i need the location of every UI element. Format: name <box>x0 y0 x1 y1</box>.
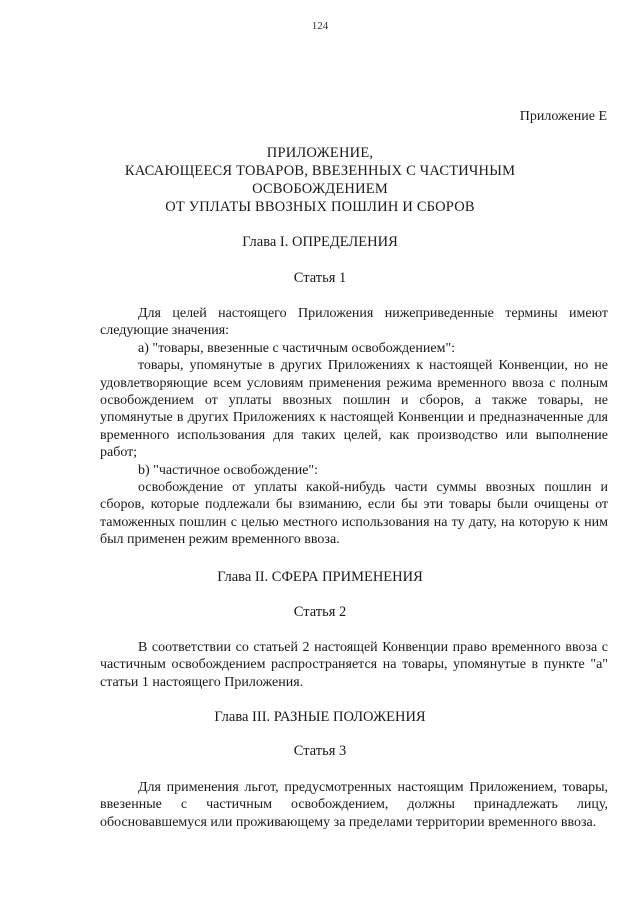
chapter-3-heading: Глава III. РАЗНЫЕ ПОЛОЖЕНИЯ <box>214 709 426 725</box>
title-line-2: КАСАЮЩЕЕСЯ ТОВАРОВ, ВВЕЗЕННЫХ С ЧАСТИЧНЫМ <box>124 163 516 179</box>
page-number: 124 <box>311 20 329 32</box>
annex-label: Приложение Е <box>519 109 607 124</box>
article-3-body <box>100 779 608 831</box>
article-2-heading: Статья 2 <box>293 604 347 620</box>
document-title <box>100 144 540 216</box>
article-1-intro: Для целей настоящего Приложения нижеприведенные термины имеют следующие значения: <box>100 306 608 339</box>
article-1-heading: Статья 1 <box>293 270 347 286</box>
article-1-item-b-term: b) "частичное освобождение": <box>138 462 319 478</box>
article-1-item-b-definition: освобождение от уплаты какой-нибудь части суммы ввозных пошлин и сборов, которые подлежали бы взиманию, если бы эти товары были очищены от таможенных пошлин с целью местного использования на ту дату, на которую к ним был применен режим временного ввоза. <box>100 480 608 548</box>
title-line-1: ПРИЛОЖЕНИЕ, <box>266 145 374 161</box>
article-2-body <box>100 639 608 691</box>
article-1-body <box>100 305 608 549</box>
article-1-item-a-term: а) "товары, ввезенные с частичным освобождением": <box>138 340 456 356</box>
article-3-text: Для применения льгот, предусмотренных настоящим Приложением, товары, ввезенные с частичным освобождением, должны принадлежать лицу, обосновавшемуся или проживающему за пределами территории временного ввоза. <box>100 780 608 830</box>
title-line-4: ОТ УПЛАТЫ ВВОЗНЫХ ПОШЛИН И СБОРОВ <box>165 199 475 215</box>
title-line-3: ОСВОБОЖДЕНИЕМ <box>252 181 388 197</box>
article-3-heading: Статья 3 <box>293 743 347 759</box>
article-2-text: В соответствии со статьей 2 настоящей Конвенции право временного ввоза с частичным освобождением распространяется на товары, упомянутые в пункте "а" статьи 1 настоящего Приложения. <box>100 640 608 690</box>
article-1-item-a-definition: товары, упомянутые в других Приложениях к настоящей Конвенции, но не удовлетворяющие всем условиям применения режима временного ввоза с полным освобождением от уплаты ввозных пошлин и сборов, а также товары, не упомянутые в других Приложениях к настоящей Конвенции и предназначенные для временного использования для таких целей, как производство или выполнение работ; <box>100 358 608 461</box>
chapter-2-heading: Глава II. СФЕРА ПРИМЕНЕНИЯ <box>217 569 423 585</box>
chapter-1-heading: Глава I. ОПРЕДЕЛЕНИЯ <box>242 234 398 250</box>
